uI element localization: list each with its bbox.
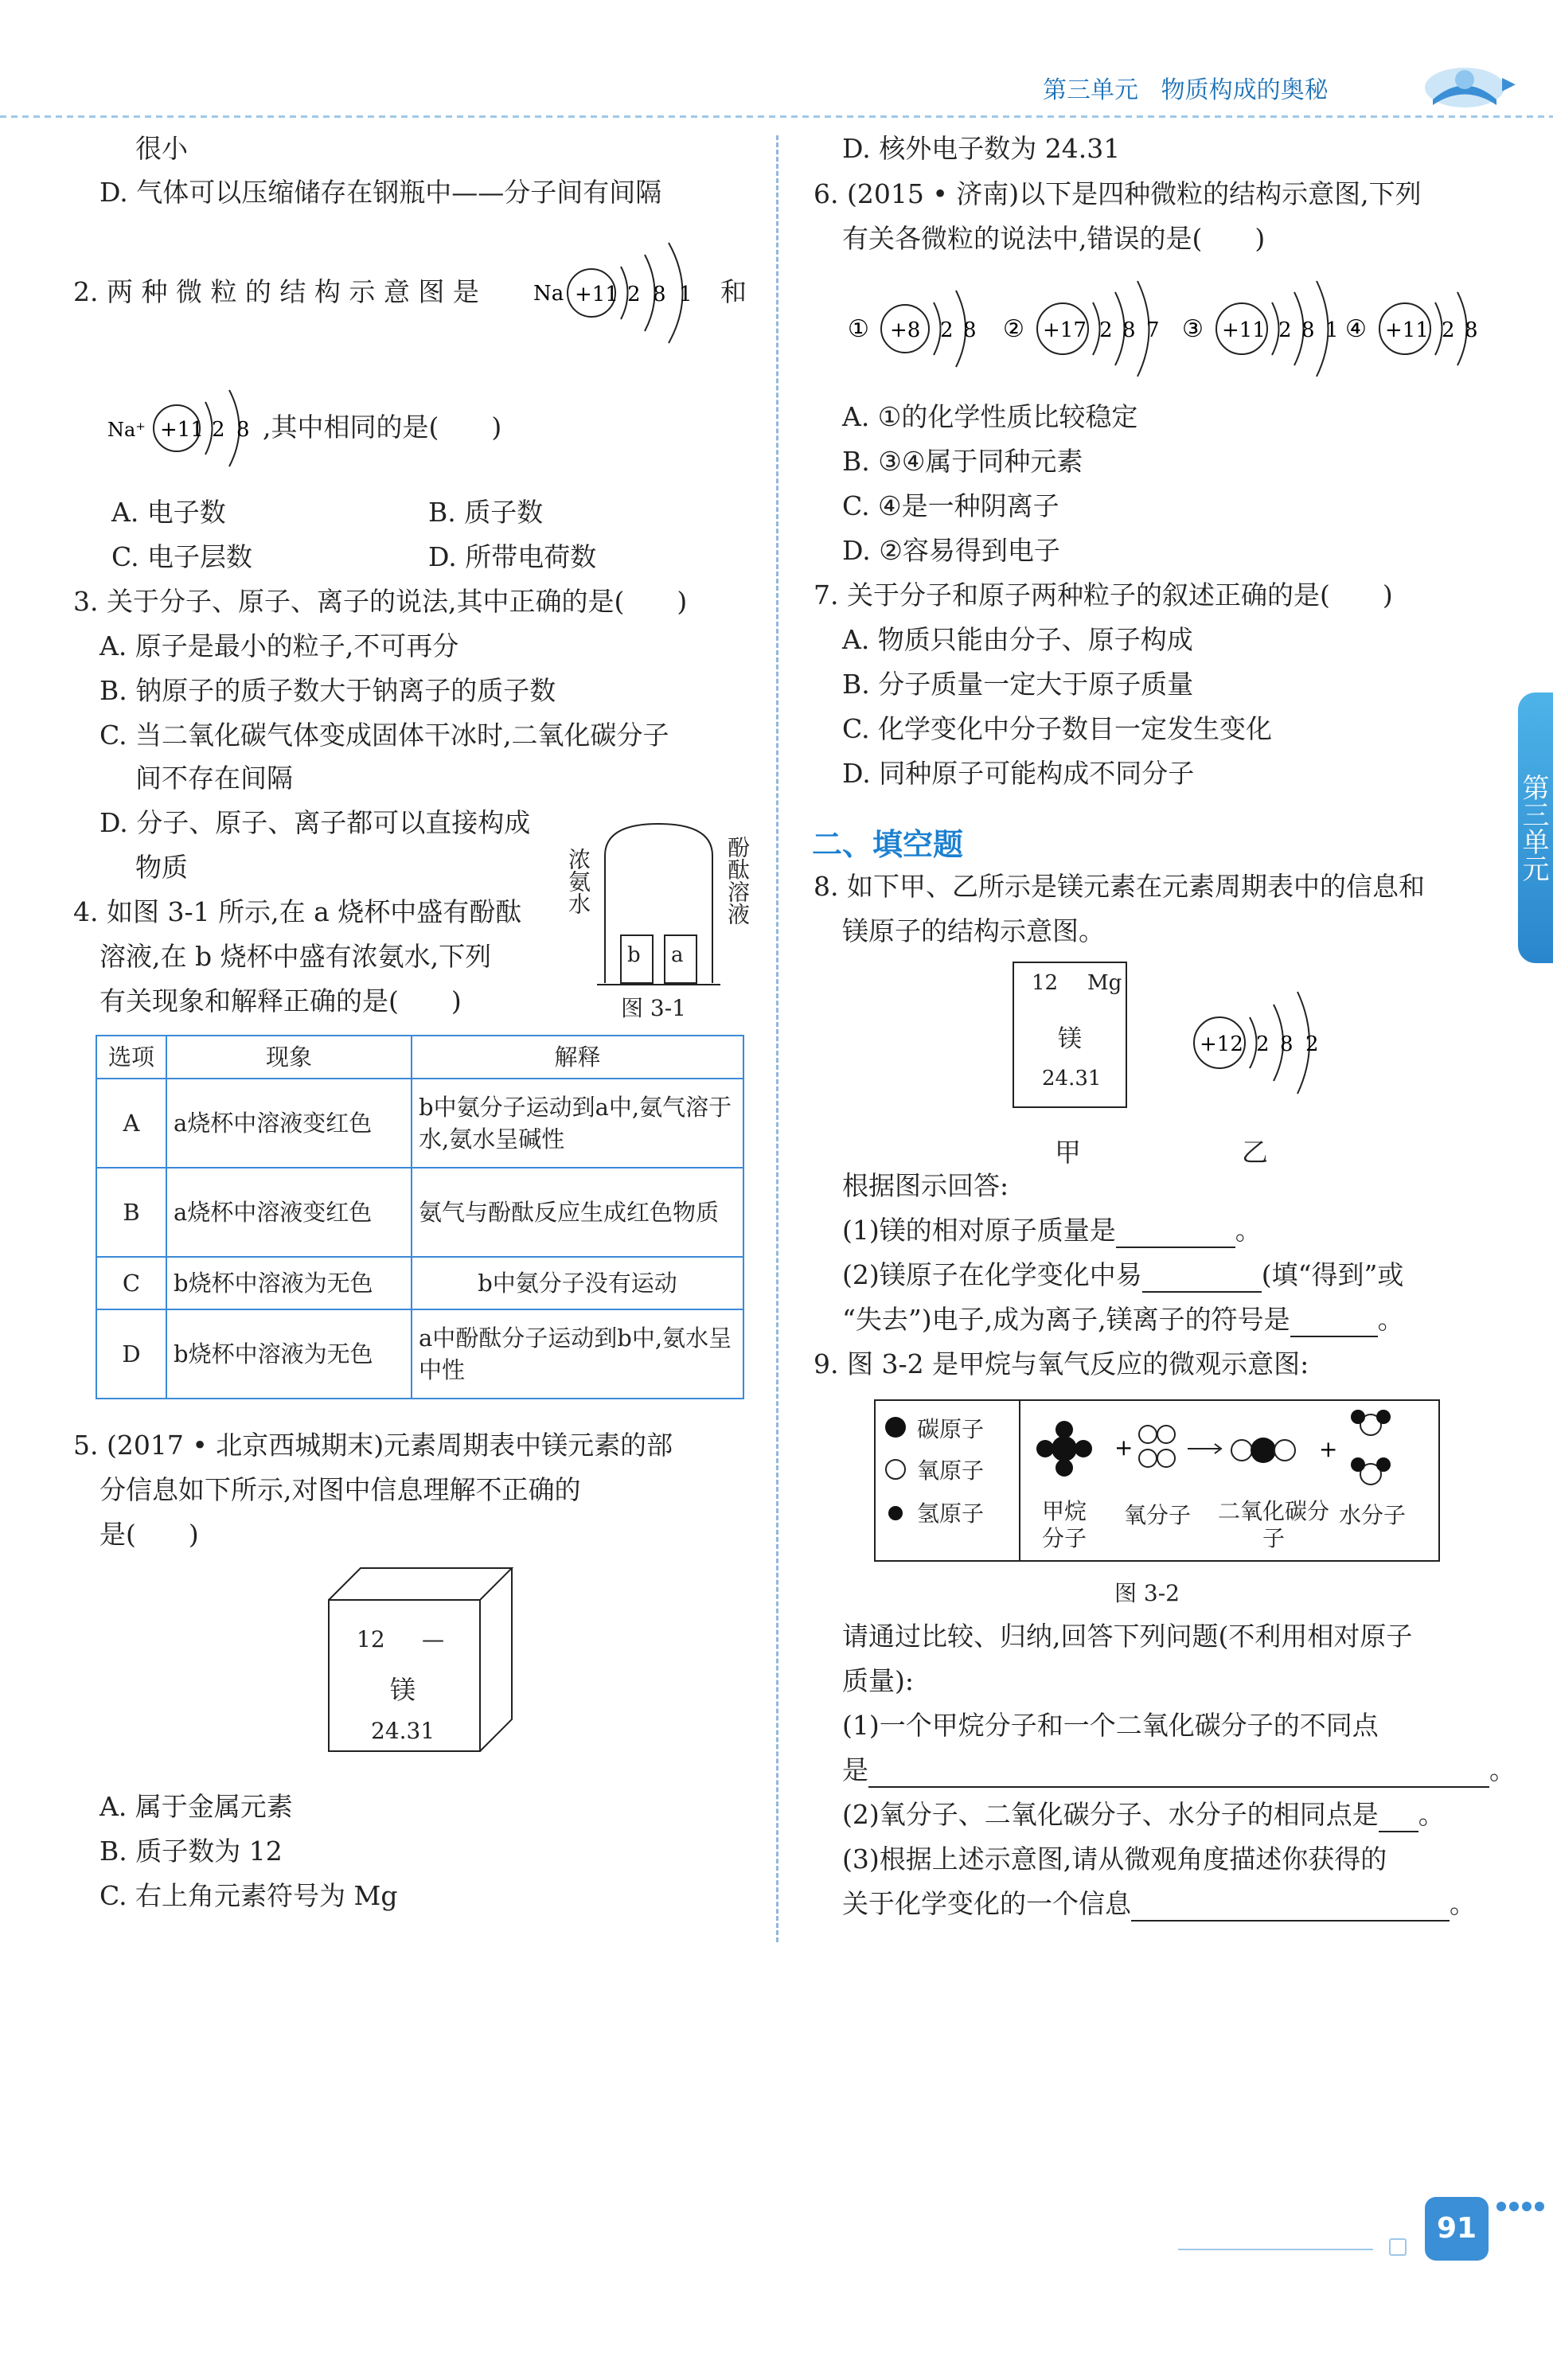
table-cell: 氨气与酚酞反应生成红色物质: [412, 1168, 743, 1257]
svg-text:Na: Na: [533, 282, 564, 306]
q9-part1-cont-text: 是: [842, 1754, 868, 1785]
q9-part2-text: (2)氧分子、二氧化碳分子、水分子的相同点是: [842, 1799, 1379, 1830]
beaker-a-label: a: [671, 943, 684, 967]
table-cell: b烧杯中溶液为无色: [166, 1257, 412, 1309]
svg-text:2: 2: [1099, 318, 1113, 342]
q9-part1: (1)一个甲烷分子和一个二氧化碳分子的不同点: [842, 1710, 1379, 1741]
table-cell: a烧杯中溶液变红色: [166, 1079, 412, 1168]
q2-tail: ,其中相同的是( ): [263, 412, 502, 443]
q5-option-a: A. 属于金属元素: [100, 1791, 293, 1822]
column-divider: [776, 135, 778, 1942]
table-header-row: [96, 1036, 743, 1079]
mg-atom-diagram: [1186, 985, 1361, 1105]
header-rule: [0, 115, 1553, 118]
label-oxygen-molecule: 氧分子: [1124, 1502, 1192, 1528]
label-yi: 乙: [1242, 1137, 1268, 1168]
fig32-reaction: [1019, 1399, 1440, 1562]
q3-stem: 3. 关于分子、原子、离子的说法,其中正确的是( ): [73, 586, 688, 617]
figure-3-2-caption: 图 3-2: [1114, 1580, 1180, 1606]
q3-option-a: A. 原子是最小的粒子,不可再分: [100, 630, 459, 661]
q5-option-b: B. 质子数为 12: [100, 1836, 283, 1867]
table-cell: b中氨分子没有运动: [412, 1257, 743, 1309]
answer-blank[interactable]: [1142, 1264, 1262, 1293]
q9-intro-1: 请通过比较、归纳,回答下列问题(不利用相对原子: [842, 1621, 1413, 1652]
table-header: 解释: [412, 1036, 743, 1079]
svg-text:8: 8: [1280, 1032, 1294, 1056]
svg-text:+11: +11: [1385, 318, 1429, 342]
page-header: [1043, 70, 1329, 105]
figure-3-1: [561, 812, 752, 1019]
table-header: 选项: [96, 1036, 166, 1079]
q8-part2-cont-text: “失去”)电子,成为离子,镁离子的符号是: [842, 1304, 1290, 1335]
svg-text:▶: ▶: [1502, 74, 1516, 94]
q7-option-b: B. 分子质量一定大于原子质量: [842, 669, 1194, 700]
svg-text:+8: +8: [890, 318, 921, 342]
svg-text:2: 2: [1305, 1032, 1319, 1056]
svg-text:+11: +11: [575, 283, 618, 306]
answer-blank[interactable]: [868, 1759, 1489, 1788]
q4-table: [96, 1035, 744, 1399]
legend-hydrogen: 氢原子: [917, 1500, 985, 1527]
svg-text:①: ①: [848, 315, 869, 343]
ammonia-label: 浓氨水: [565, 848, 591, 915]
table-row: [96, 1079, 743, 1168]
svg-text:1: 1: [1325, 318, 1339, 342]
q8-part1: [842, 1213, 1262, 1248]
q1-continuation: 很小: [135, 133, 188, 164]
svg-text:8: 8: [653, 283, 666, 306]
footer-square-icon: [1389, 2238, 1407, 2256]
svg-text:+11: +11: [160, 418, 204, 442]
q5-option-d: D. 核外电子数为 24.31: [842, 133, 1121, 164]
label-jia: 甲: [1055, 1137, 1081, 1168]
q8-stem-1: 8. 如下甲、乙所示是镁元素在元素周期表中的信息和: [814, 871, 1425, 902]
label-co2: 二氧化碳分子: [1218, 1498, 1330, 1551]
mg-element-box: [1013, 962, 1127, 1108]
fig32-legend: [874, 1399, 1020, 1562]
q6-particle-diagrams: [848, 275, 1500, 386]
q8-stem-2: 镁原子的结构示意图。: [842, 915, 1105, 946]
particle-4: [1345, 292, 1478, 365]
na-atom-diagram: [529, 223, 728, 358]
q3-option-c-cont: 间不存在间隔: [135, 763, 293, 794]
table-cell: C: [96, 1257, 166, 1309]
book-logo-icon: [1413, 56, 1532, 115]
q9-part3: (3)根据上述示意图,请从微观角度描述你获得的: [842, 1844, 1387, 1875]
q5-element-name: 镁: [390, 1675, 416, 1705]
particle-1: [848, 291, 977, 367]
particle-3: [1182, 281, 1339, 377]
q5-symbol-blank: —: [422, 1626, 444, 1652]
table-row: [96, 1309, 743, 1399]
q3-option-d-cont: 物质: [135, 852, 188, 883]
q6-option-a: A. ①的化学性质比较稳定: [842, 401, 1138, 432]
bell-jar-icon: [593, 816, 724, 991]
svg-text:②: ②: [1003, 315, 1024, 343]
mg-symbol: Mg: [1087, 971, 1122, 995]
q8-part2-hint: (填“得到”或: [1261, 1259, 1404, 1290]
header-title: 物质构成的奥秘: [1161, 76, 1329, 104]
svg-text:+: +: [1114, 1434, 1134, 1461]
q2-option-c: C. 电子层数: [111, 541, 253, 572]
footer-dots-icon: [1495, 2199, 1551, 2214]
section-title: 二、填空题: [812, 827, 964, 862]
q2-option-b: B. 质子数: [428, 497, 544, 528]
svg-text:7: 7: [1146, 318, 1160, 342]
table-cell: a烧杯中溶液变红色: [166, 1168, 412, 1257]
q9-part1-cont: [842, 1753, 1516, 1788]
mg-atomic-number: 12: [1032, 971, 1059, 995]
answer-blank[interactable]: [1131, 1893, 1450, 1922]
q8-prompt: 根据图示回答:: [842, 1170, 1009, 1201]
q8-part1-text: (1)镁的相对原子质量是: [842, 1215, 1116, 1246]
q4-stem-2: 溶液,在 b 烧杯中盛有浓氨水,下列: [100, 941, 492, 972]
q9-part3-end: 。: [1450, 1888, 1476, 1919]
table-cell: a中酚酞分子运动到b中,氨水呈中性: [412, 1309, 743, 1399]
q5-stem-1: 5. (2017 • 北京西城期末)元素周期表中镁元素的部: [73, 1430, 673, 1461]
svg-text:+12: +12: [1200, 1032, 1243, 1056]
svg-text:2: 2: [1442, 318, 1455, 342]
side-tab: 第三单元: [1518, 693, 1553, 963]
table-row: [96, 1168, 743, 1257]
svg-text:2: 2: [940, 318, 954, 342]
q6-stem-2: 有关各微粒的说法中,错误的是( ): [842, 223, 1266, 254]
q5-atomic-mass: 24.31: [371, 1718, 435, 1744]
svg-text:1: 1: [679, 283, 693, 306]
q6-stem-1: 6. (2015 • 济南)以下是四种微粒的结构示意图,下列: [814, 178, 1422, 209]
answer-blank[interactable]: [1116, 1219, 1235, 1248]
q9-intro-2: 质量):: [842, 1665, 914, 1696]
q7-option-a: A. 物质只能由分子、原子构成: [842, 624, 1193, 655]
svg-text:8: 8: [963, 318, 977, 342]
table-cell: b烧杯中溶液为无色: [166, 1309, 412, 1399]
table-cell: D: [96, 1309, 166, 1399]
figure-3-1-caption: 图 3-1: [621, 995, 686, 1021]
svg-text:2: 2: [212, 418, 225, 442]
q8-part2-end: 。: [1377, 1304, 1404, 1335]
q8-part2-text: (2)镁原子在化学变化中易: [842, 1259, 1142, 1290]
q5-option-c: C. 右上角元素符号为 Mg: [100, 1880, 398, 1911]
q9-part2: [842, 1797, 1445, 1832]
mg-name: 镁: [1058, 1025, 1082, 1053]
beaker-b-label: b: [627, 943, 641, 967]
q2-stem: 2. 两 种 微 粒 的 结 构 示 意 图 是: [73, 276, 479, 307]
q3-option-c: C. 当二氧化碳气体变成固体干冰时,二氧化碳分子: [100, 720, 669, 751]
svg-text:④: ④: [1345, 315, 1367, 343]
table-cell: B: [96, 1168, 166, 1257]
q5-stem-3: 是( ): [100, 1519, 199, 1550]
svg-text:+17: +17: [1043, 318, 1087, 342]
reaction-molecules: [1020, 1401, 1438, 1496]
q8-part2: [842, 1258, 1403, 1293]
table-cell: b中氨分子运动到a中,氨气溶于水,氨水呈碱性: [412, 1079, 743, 1168]
mg-mass: 24.31: [1042, 1067, 1102, 1091]
header-unit: 第三单元: [1043, 76, 1138, 104]
q6-option-c: C. ④是一种阴离子: [842, 490, 1059, 521]
svg-text:+11: +11: [1222, 318, 1266, 342]
q9-part2-end: 。: [1418, 1799, 1445, 1830]
page-number: 91: [1425, 2197, 1489, 2261]
table-row: [96, 1257, 743, 1309]
svg-text:+: +: [1319, 1436, 1338, 1462]
q5-stem-2: 分信息如下所示,对图中信息理解不正确的: [100, 1474, 581, 1505]
table-cell: A: [96, 1079, 166, 1168]
q6-option-b: B. ③④属于同种元素: [842, 446, 1083, 477]
q3-option-b: B. 钠原子的质子数大于钠离子的质子数: [100, 675, 556, 706]
q7-stem: 7. 关于分子和原子两种粒子的叙述正确的是( ): [814, 579, 1393, 611]
footer-rule: [1178, 2249, 1373, 2250]
na-ion-diagram: [103, 366, 275, 486]
svg-text:③: ③: [1182, 315, 1204, 343]
svg-text:8: 8: [1122, 318, 1136, 342]
legend-oxygen: 氧原子: [917, 1457, 985, 1484]
q9-stem: 9. 图 3-2 是甲烷与氧气反应的微观示意图:: [814, 1348, 1309, 1379]
q5-atomic-number: 12: [357, 1626, 385, 1652]
q6-option-d: D. ②容易得到电子: [842, 535, 1060, 566]
q7-option-d: D. 同种原子可能构成不同分子: [842, 758, 1195, 789]
q9-part1-end: 。: [1489, 1754, 1516, 1785]
svg-text:Na⁺: Na⁺: [107, 419, 146, 441]
q2-option-a: A. 电子数: [111, 497, 226, 528]
q7-option-c: C. 化学变化中分子数目一定发生变化: [842, 713, 1273, 744]
legend-carbon: 碳原子: [917, 1416, 985, 1442]
q8-part2-cont: [842, 1302, 1404, 1337]
svg-text:8: 8: [1465, 318, 1478, 342]
phenolphthalein-label: 酚酞溶液: [724, 836, 751, 925]
table-header: 现象: [166, 1036, 412, 1079]
particle-2: [1003, 281, 1160, 377]
svg-text:2: 2: [627, 283, 641, 306]
q4-stem-3: 有关现象和解释正确的是( ): [100, 985, 462, 1016]
q4-stem-1: 4. 如图 3-1 所示,在 a 烧杯中盛有酚酞: [73, 896, 522, 927]
q1-option-d: D. 气体可以压缩储存在钢瓶中——分子间有间隔: [100, 177, 662, 208]
q3-option-d: D. 分子、原子、离子都可以直接构成: [100, 807, 531, 838]
svg-text:2: 2: [1278, 318, 1292, 342]
label-methane: 甲烷分子: [1041, 1498, 1087, 1551]
label-water: 水分子: [1339, 1502, 1407, 1528]
q9-part3-cont: [842, 1886, 1476, 1922]
answer-blank[interactable]: [1290, 1309, 1378, 1337]
atom-legend-icons: [884, 1415, 907, 1551]
q8-part1-end: 。: [1235, 1215, 1262, 1246]
answer-blank[interactable]: [1379, 1804, 1418, 1832]
svg-text:8: 8: [236, 418, 250, 442]
q9-part3-cont-text: 关于化学变化的一个信息: [842, 1888, 1131, 1919]
q2-and: 和: [720, 276, 747, 307]
q2-option-d: D. 所带电荷数: [428, 541, 597, 572]
svg-text:2: 2: [1256, 1032, 1270, 1056]
svg-text:8: 8: [1301, 318, 1315, 342]
